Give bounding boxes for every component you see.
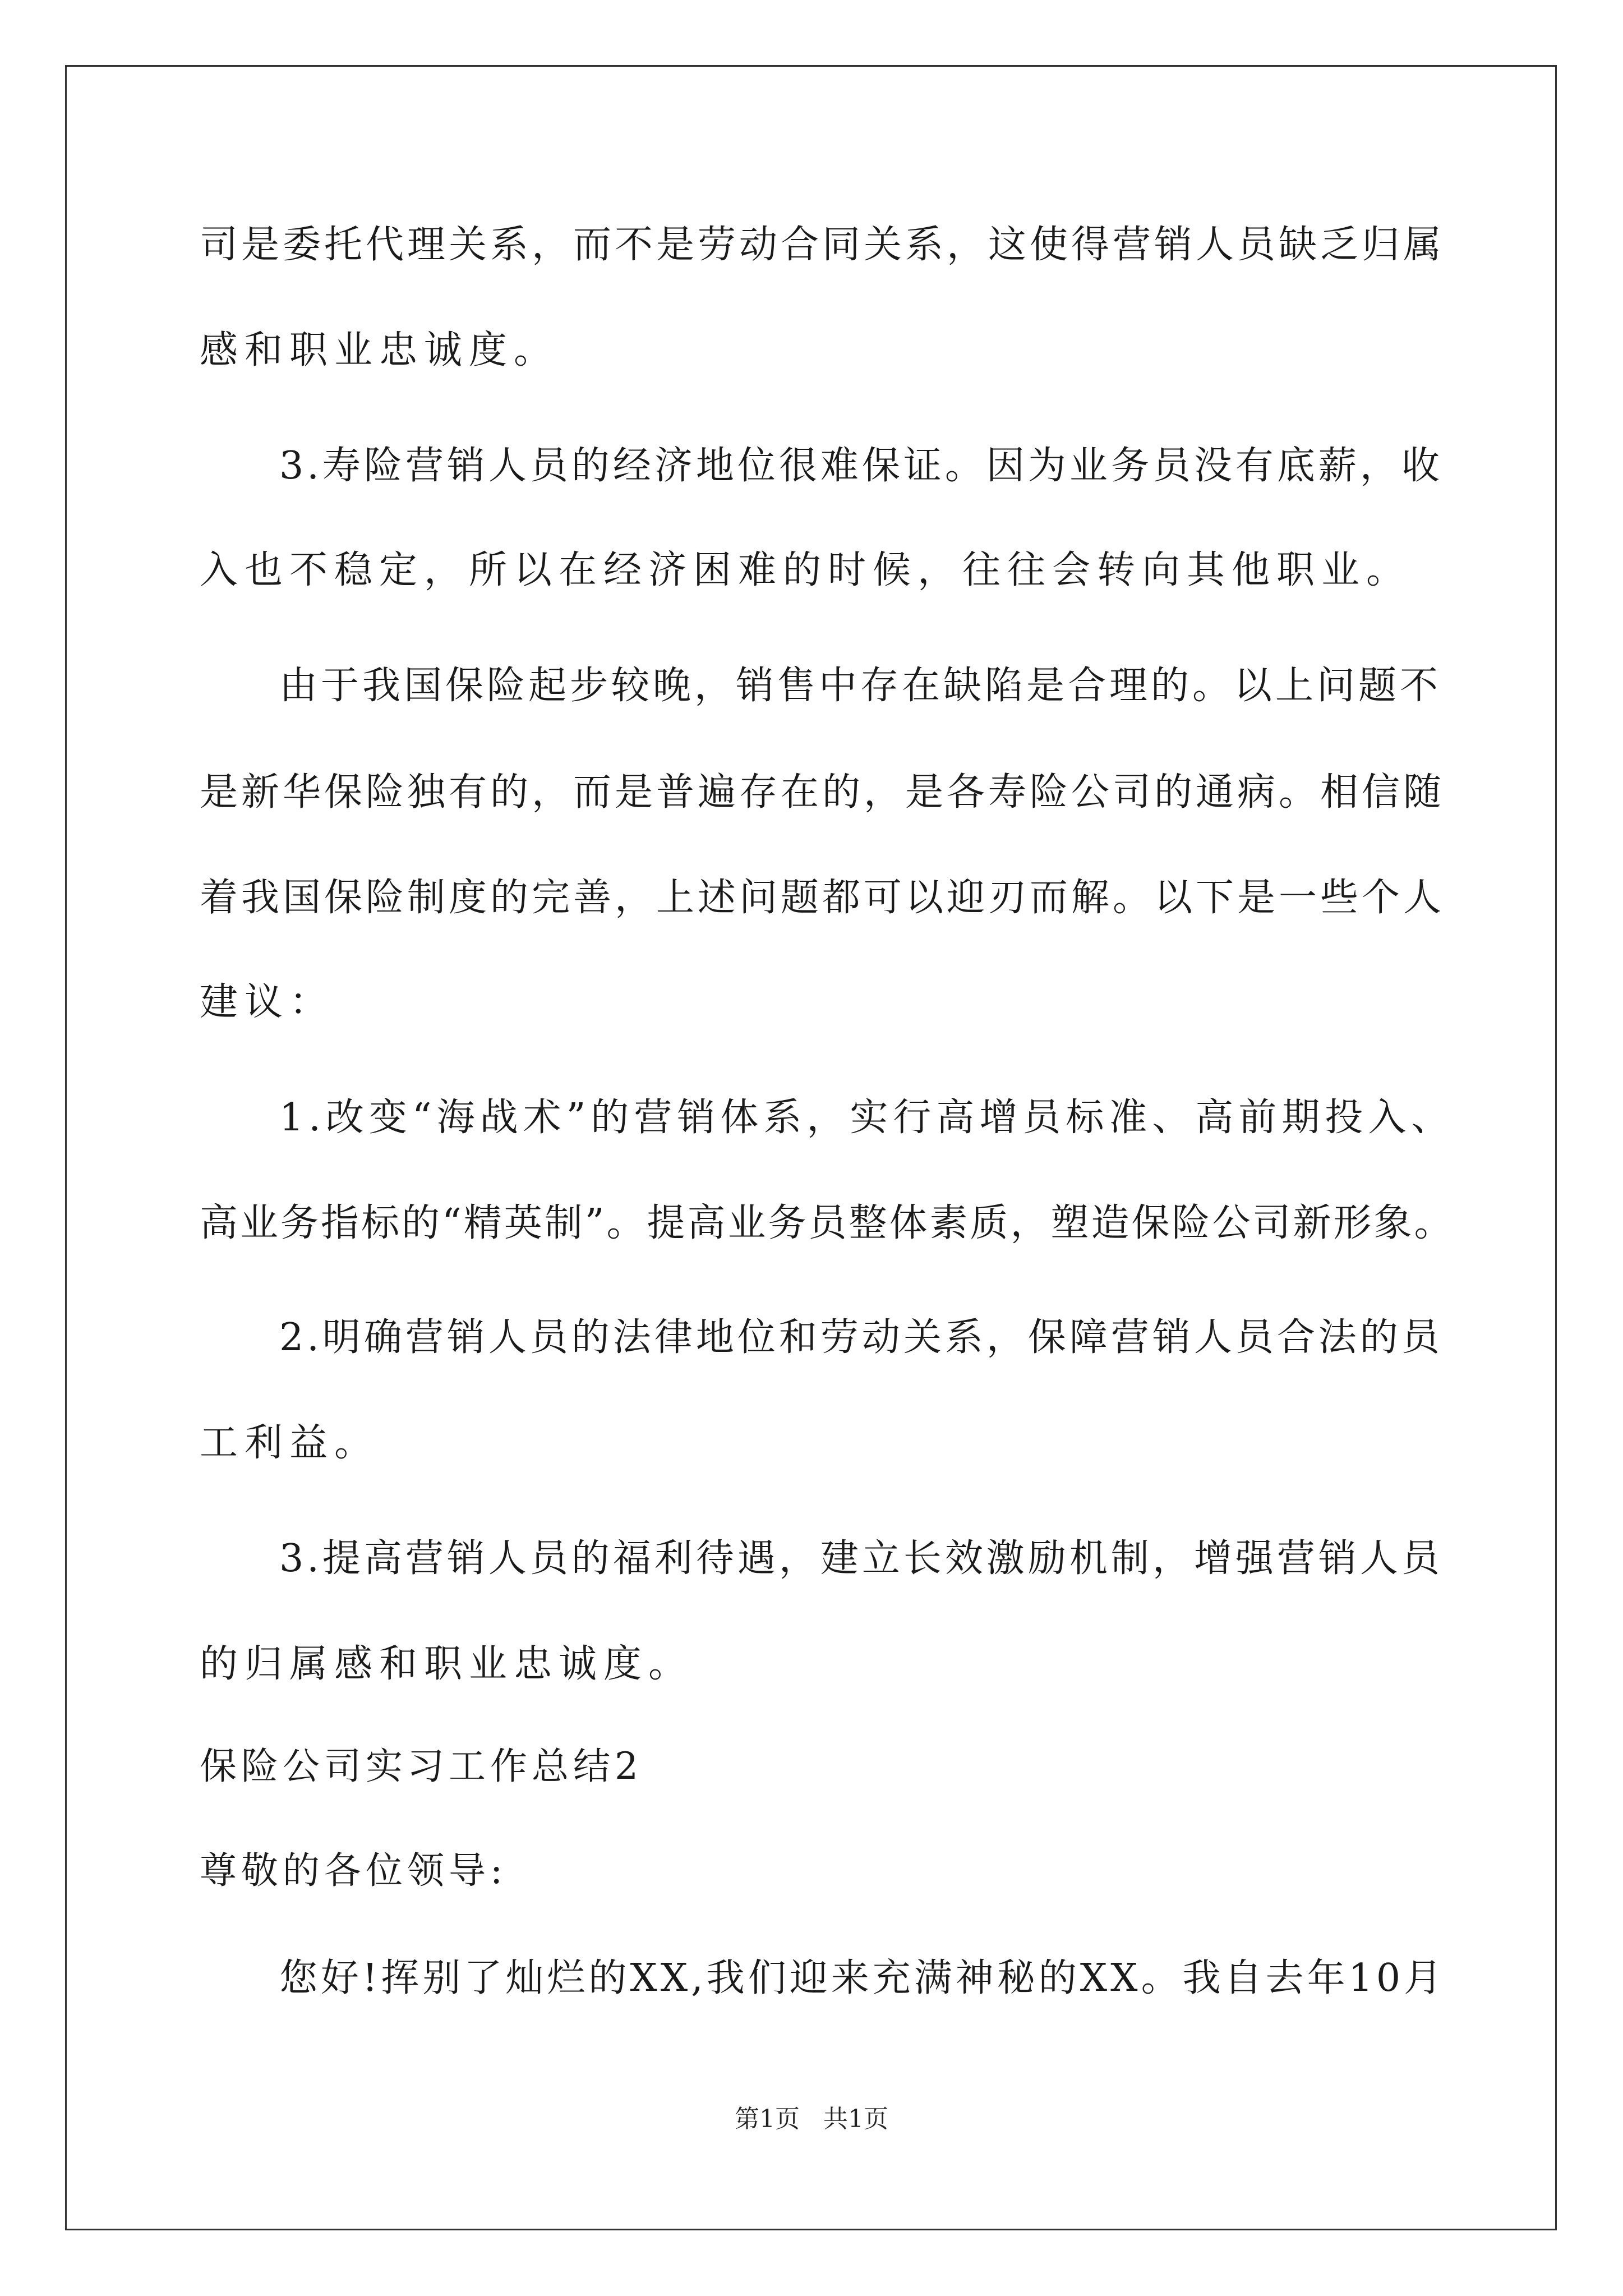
paragraph-line: 的归属感和职业忠诚度。 bbox=[200, 1642, 694, 1686]
page-border bbox=[65, 65, 1557, 2230]
paragraph-line: 高业务指标的“精英制”。提高业务员整体素质，塑造保险公司新形象。 bbox=[200, 1201, 1455, 1245]
section-heading: 保险公司实习工作总结2 bbox=[200, 1745, 643, 1788]
paragraph-line: 司是委托代理关系，而不是劳动合同关系，这使得营销人员缺乏归属 bbox=[200, 223, 1445, 267]
page-number-footer: 第1页 共1页 bbox=[735, 2105, 888, 2133]
paragraph-line: 2.明确营销人员的法律地位和劳动关系，保障营销人员合法的员 bbox=[279, 1315, 1443, 1360]
paragraph-line: 入也不稳定，所以在经济困难的时候，往往会转向其他职业。 bbox=[200, 548, 1412, 592]
paragraph-line: 感和职业忠诚度。 bbox=[200, 328, 559, 372]
paragraph-line: 3.寿险营销人员的经济地位很难保证。因为业务员没有底薪，收 bbox=[279, 444, 1443, 488]
salutation: 尊敬的各位领导: bbox=[200, 1849, 508, 1892]
paragraph-line: 建议： bbox=[200, 980, 335, 1024]
paragraph-line: 您好!挥别了灿烂的XX,我们迎来充满神秘的XX。我自去年10月 bbox=[279, 1956, 1446, 2000]
paragraph-line: 由于我国保险起步较晚，销售中存在缺陷是合理的。以上问题不 bbox=[279, 664, 1442, 708]
paragraph-line: 工利益。 bbox=[200, 1421, 380, 1465]
paragraph-line: 是新华保险独有的，而是普遍存在的，是各寿险公司的通病。相信随 bbox=[200, 770, 1445, 815]
paragraph-line: 3.提高营销人员的福利待遇，建立长效激励机制，增强营销人员 bbox=[279, 1536, 1443, 1581]
paragraph-line: 1.改变“海战术”的营销体系，实行高增员标准、高前期投入、 bbox=[279, 1096, 1455, 1140]
paragraph-line: 着我国保险制度的完善，上述问题都可以迎刃而解。以下是一些个人 bbox=[200, 876, 1445, 920]
